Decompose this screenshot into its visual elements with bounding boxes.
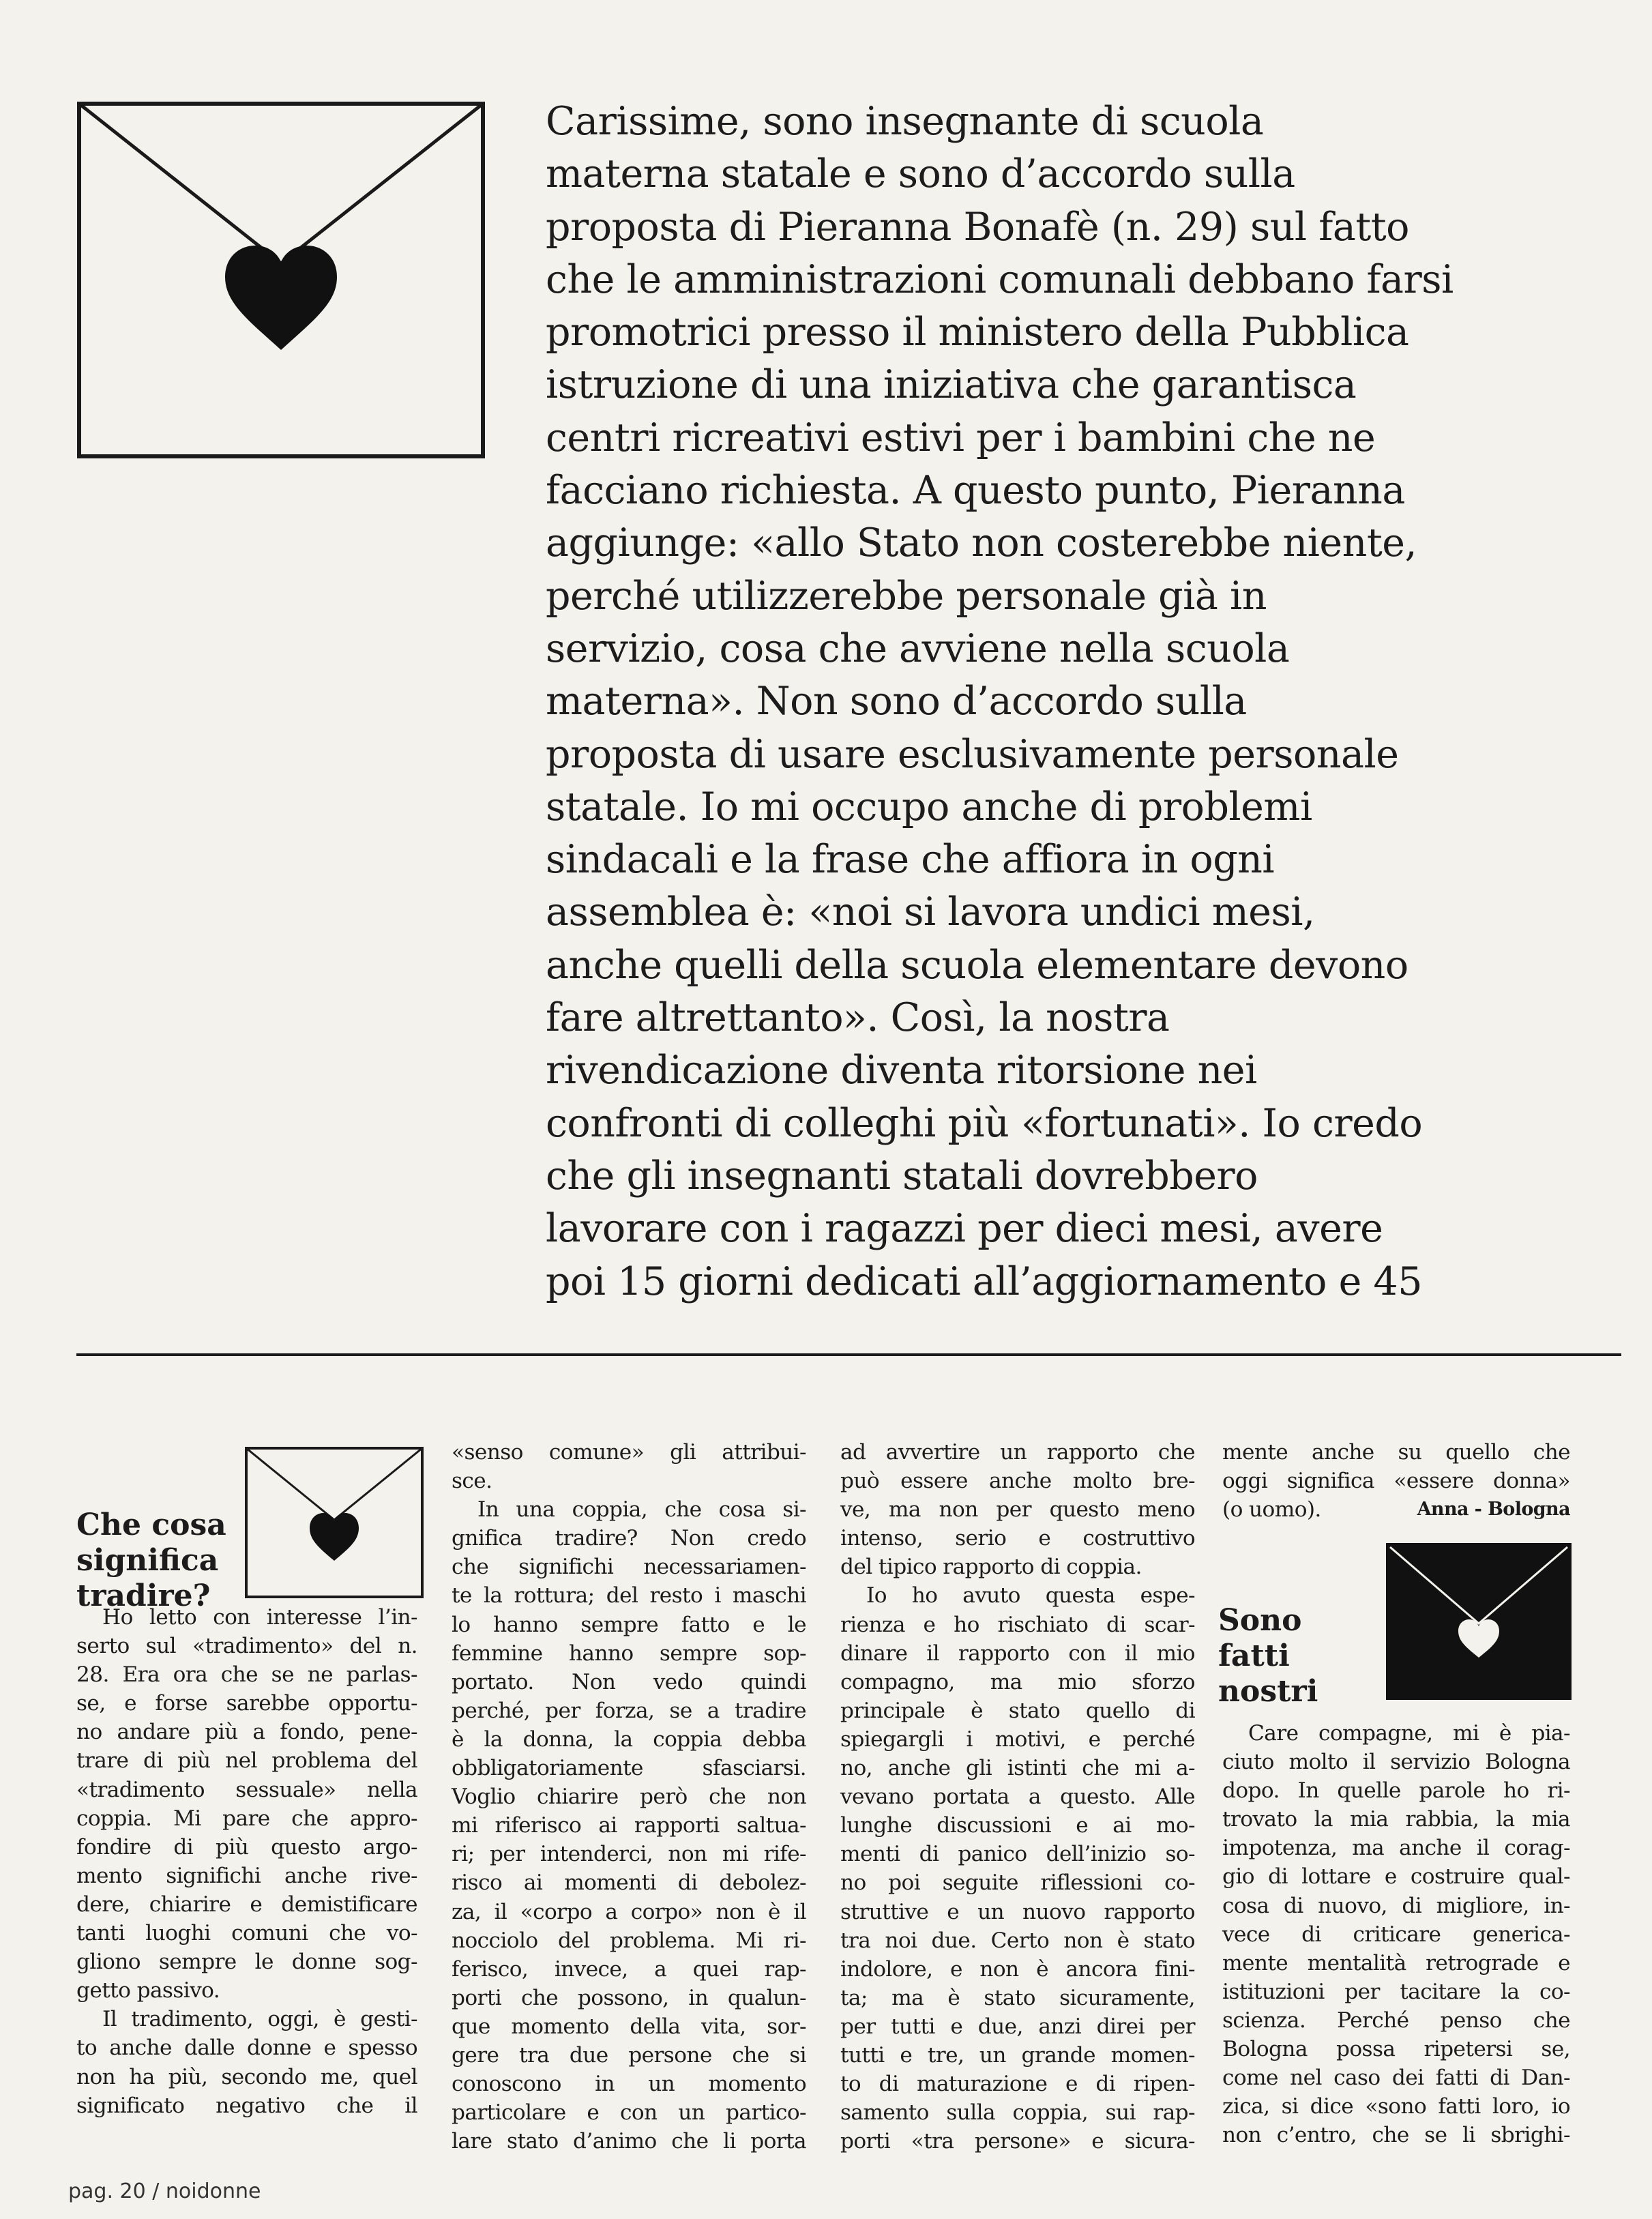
text-line: è la donna, la coppia debba bbox=[452, 1726, 806, 1752]
text-line: spiegargli i motivi, e perché bbox=[840, 1726, 1195, 1752]
lead-line: proposta di Pieranna Bonafè (n. 29) sul fatto bbox=[546, 204, 1409, 250]
lead-line: che gli insegnanti statali dovrebbero bbox=[546, 1153, 1258, 1199]
text-line: samento sulla coppia, sui rap- bbox=[840, 2100, 1195, 2126]
text-line: ad avvertire un rapporto che bbox=[840, 1440, 1195, 1465]
text-line: oggi significa «essere donna» bbox=[1222, 1469, 1570, 1494]
text-line: indolore, e non è ancora fini- bbox=[840, 1956, 1195, 1982]
lead-line: poi 15 giorni dedicati all’aggiornamento e 45 bbox=[546, 1259, 1422, 1304]
text-line: zica, si dice «sono fatti loro, io bbox=[1222, 2094, 1570, 2119]
article-title-tradire bbox=[76, 1508, 240, 1614]
envelope-heart-illustration-dark bbox=[1386, 1543, 1572, 1700]
text-line: menti di panico dell’inizio so- bbox=[840, 1842, 1195, 1867]
lead-line: materna». Non sono d’accordo sulla bbox=[546, 679, 1247, 724]
text-line: za, il «corpo a corpo» non è il bbox=[452, 1899, 806, 1924]
text-line: intenso, serio e costruttivo bbox=[840, 1526, 1195, 1551]
text-line: struttive e un nuovo rapporto bbox=[840, 1899, 1195, 1924]
lead-line: materna statale e sono d’accordo sulla bbox=[546, 151, 1295, 197]
text-line: gere tra due persone che si bbox=[452, 2042, 806, 2068]
text-line: no poi seguite riflessioni co- bbox=[840, 1870, 1195, 1896]
page-footer: pag. 20 / noidonne bbox=[68, 2179, 261, 2203]
text-line: (o uomo). bbox=[1222, 1497, 1321, 1523]
text-line: porti che possono, in qualun- bbox=[452, 1985, 806, 2010]
lead-line: promotrici presso il ministero della Pubblica bbox=[546, 310, 1409, 355]
text-line: può essere anche molto bre- bbox=[840, 1469, 1195, 1494]
text-line: In una coppia, che cosa si- bbox=[477, 1497, 806, 1523]
envelope-heart-illustration-small bbox=[244, 1446, 424, 1599]
text-line: scienza. Perché penso che bbox=[1222, 2008, 1570, 2033]
article1-column-1 bbox=[76, 1603, 417, 2120]
text-line: trare di più nel problema del bbox=[76, 1748, 417, 1774]
article2-column bbox=[1222, 1719, 1570, 2149]
title-line: Sono fatti bbox=[1218, 1603, 1302, 1673]
text-line: Bologna possa ripetersi se, bbox=[1222, 2037, 1570, 2062]
article1-column-3 bbox=[840, 1438, 1195, 2156]
text-line: 28. Era ora che se ne parlas- bbox=[76, 1662, 417, 1688]
text-line: «senso comune» gli attribui- bbox=[452, 1440, 806, 1465]
text-line: trovato la mia rabbia, la mia bbox=[1222, 1807, 1570, 1832]
text-line: Care compagne, mi è pia- bbox=[1248, 1721, 1570, 1746]
text-line: tra noi due. Certo non è stato bbox=[840, 1928, 1195, 1953]
text-line: del tipico rapporto di coppia. bbox=[840, 1555, 1142, 1580]
text-line: mi riferisco ai rapporti saltua- bbox=[452, 1813, 806, 1838]
text-line: porti «tra persone» e sicura- bbox=[840, 2129, 1195, 2154]
lead-line: Carissime, sono insegnante di scuola bbox=[546, 99, 1264, 144]
text-line: Voglio chiarire però che non bbox=[452, 1784, 806, 1810]
text-line: te la rottura; del resto i maschi bbox=[452, 1583, 806, 1608]
lead-line: sindacali e la frase che affiora in ogni bbox=[546, 837, 1275, 883]
text-line: obbligatoriamente sfasciarsi. bbox=[452, 1756, 806, 1781]
text-line: portato. Non vedo quindi bbox=[452, 1669, 806, 1694]
text-line: che significhi necessariamen- bbox=[452, 1555, 806, 1580]
text-line: serto sul «tradimento» del n. bbox=[76, 1634, 417, 1659]
text-line: ciuto molto il servizio Bologna bbox=[1222, 1750, 1570, 1775]
text-line: tanti luoghi comuni che vo- bbox=[76, 1921, 417, 1946]
text-line: conoscono in un momento bbox=[452, 2072, 806, 2097]
lead-letter bbox=[546, 95, 1623, 1308]
text-line: mente anche su quello che bbox=[1222, 1440, 1570, 1465]
text-line: rienza e ho rischiato di scar- bbox=[840, 1612, 1195, 1637]
text-line: istituzioni per tacitare la co- bbox=[1222, 1979, 1570, 2004]
text-line: per tutti e due, anzi direi per bbox=[840, 2014, 1195, 2039]
text-line: dere, chiarire e demistificare bbox=[76, 1892, 417, 1917]
title-line: tradire? bbox=[76, 1578, 211, 1613]
title-line: Che cosa bbox=[76, 1508, 226, 1542]
lead-line: che le amministrazioni comunali debbano farsi bbox=[546, 256, 1454, 302]
text-line: fondire di più questo argo- bbox=[76, 1834, 417, 1860]
text-line: vece di criticare generica- bbox=[1222, 1922, 1570, 1947]
text-line: nocciolo del problema. Mi ri- bbox=[452, 1928, 806, 1953]
text-line: mente mentalità retrograde e bbox=[1222, 1950, 1570, 1975]
text-line: significato negativo che il bbox=[76, 2093, 417, 2118]
lead-line: centri ricreativi estivi per i bambini che ne bbox=[546, 415, 1376, 460]
text-line: lunghe discussioni e ai mo- bbox=[840, 1813, 1195, 1838]
text-line: que momento della vita, sor- bbox=[452, 2014, 806, 2039]
lead-line: fare altrettanto». Così, la nostra bbox=[546, 995, 1170, 1041]
text-line: ri; per intenderci, non mi rife- bbox=[452, 1842, 806, 1867]
title-line: significa bbox=[76, 1543, 219, 1578]
title-line: nostri bbox=[1218, 1674, 1318, 1709]
lead-line: statale. Io mi occupo anche di problemi bbox=[546, 784, 1312, 829]
lead-line: facciano richiesta. A questo punto, Pieranna bbox=[546, 468, 1405, 514]
lead-line: servizio, cosa che avviene nella scuola bbox=[546, 626, 1290, 671]
text-line: to di maturazione e di ripen- bbox=[840, 2072, 1195, 2097]
text-line: ve, ma non per questo meno bbox=[840, 1497, 1195, 1523]
text-line: «tradimento sessuale» nella bbox=[76, 1777, 417, 1802]
text-line: gnifica tradire? Non credo bbox=[452, 1526, 806, 1551]
envelope-heart-illustration bbox=[76, 101, 486, 459]
lead-line: rivendicazione diventa ritorsione nei bbox=[546, 1048, 1257, 1093]
text-line: getto passivo. bbox=[76, 1978, 220, 2003]
text-line: ta; ma è stato sicuramente, bbox=[840, 1985, 1195, 2010]
text-line: coppia. Mi pare che appro- bbox=[76, 1806, 417, 1831]
lead-line: assemblea è: «noi si lavora undici mesi, bbox=[546, 890, 1315, 935]
text-line: lare stato d’animo che li porta bbox=[452, 2129, 806, 2154]
text-line: tutti e tre, un grande momen- bbox=[840, 2042, 1195, 2068]
text-line: gliono sempre le donne sog- bbox=[76, 1950, 417, 1975]
text-line: principale è stato quello di bbox=[840, 1698, 1195, 1723]
article1-column-2 bbox=[452, 1438, 806, 2156]
article-title-fatti-nostri bbox=[1218, 1603, 1368, 1709]
text-line: no, anche gli istinti che mi a- bbox=[840, 1756, 1195, 1781]
text-line: non c’entro, che se li sbrighi- bbox=[1222, 2123, 1570, 2148]
signature: Anna - Bologna bbox=[1417, 1499, 1570, 1520]
text-line: sce. bbox=[452, 1469, 492, 1494]
text-line: cosa di nuovo, di migliore, in- bbox=[1222, 1893, 1570, 1918]
text-line: Io ho avuto questa espe- bbox=[866, 1583, 1195, 1608]
lead-line: confronti di colleghi più «fortunati». Io credo bbox=[546, 1100, 1423, 1146]
lead-line: lavorare con i ragazzi per dieci mesi, avere bbox=[546, 1206, 1383, 1252]
text-line: non ha più, secondo me, quel bbox=[76, 2064, 417, 2089]
text-line: dinare il rapporto con il mio bbox=[840, 1641, 1195, 1666]
text-line: Il tradimento, oggi, è gesti- bbox=[102, 2007, 417, 2032]
text-line: perché, per forza, se a tradire bbox=[452, 1698, 806, 1723]
lead-line: perché utilizzerebbe personale già in bbox=[546, 573, 1267, 619]
text-line: ferisco, invece, a quei rap- bbox=[452, 1956, 806, 1982]
lead-line: istruzione di una iniziativa che garantisca bbox=[546, 362, 1357, 408]
article1-column-4 bbox=[1222, 1438, 1570, 1524]
text-line: Ho letto con interesse l’in- bbox=[102, 1605, 417, 1630]
text-line: particolare e con un partico- bbox=[452, 2100, 806, 2126]
lead-line: aggiunge: «allo Stato non costerebbe niente, bbox=[546, 520, 1417, 566]
text-line: vevano portata a questo. Alle bbox=[840, 1784, 1195, 1810]
text-line: no andare più a fondo, pene- bbox=[76, 1720, 417, 1745]
text-line: dopo. In quelle parole ho ri- bbox=[1222, 1778, 1570, 1804]
text-line: mento significhi anche rive- bbox=[76, 1863, 417, 1888]
text-line: se, e forse sarebbe opportu- bbox=[76, 1691, 417, 1716]
text-line: femmine hanno sempre sop- bbox=[452, 1641, 806, 1666]
text-line: impotenza, ma anche il corag- bbox=[1222, 1836, 1570, 1861]
lead-line: anche quelli della scuola elementare devono bbox=[546, 942, 1408, 988]
text-line: gio di lottare e costruire qual- bbox=[1222, 1864, 1570, 1890]
section-divider bbox=[76, 1353, 1621, 1356]
text-line: lo hanno sempre fatto e le bbox=[452, 1612, 806, 1637]
lead-line: proposta di usare esclusivamente personale bbox=[546, 731, 1399, 777]
text-line: come nel caso dei fatti di Dan- bbox=[1222, 2066, 1570, 2091]
text-line: to anche dalle donne e spesso bbox=[76, 2036, 417, 2061]
text-line: compagno, ma mio sforzo bbox=[840, 1669, 1195, 1694]
text-line: risco ai momenti di debolez- bbox=[452, 1870, 806, 1896]
